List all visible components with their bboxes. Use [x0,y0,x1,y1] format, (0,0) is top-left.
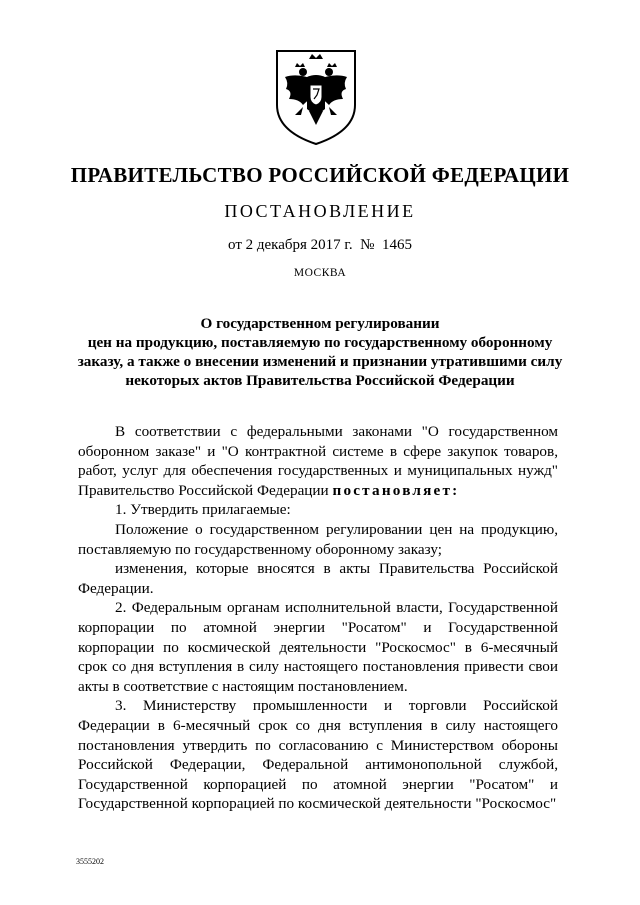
document-title [60,314,580,390]
government-name: ПРАВИТЕЛЬСТВО РОССИЙСКОЙ ФЕДЕРАЦИИ [70,163,570,187]
body-paragraph: 3. Министерству промышленности и торговли Российской Федерации в 6-месячный срок со дня вступления в силу настоящего постановления утвердить по согласованию с Министерством обороны Российской Федерации, Федеральной антимонопольной службой, Государственной корпорацией по атомной энергии "Росатом" и Государственной корпорацией по космической деятельности "Роскосмос" [78,697,558,813]
body-paragraph: Положение о государственном регулировании цен на продукцию, поставляемую по государственному оборонному заказу; [78,520,558,558]
document-type: ПОСТАНОВЛЕНИЕ [224,201,416,221]
document-body [78,422,558,814]
preamble-text: В соответствии с федеральными законами "О государственном оборонном заказе" и "О контрактной системе в сфере закупок товаров, работ, услуг для обеспечения государственных и муниципальных нужд" Правительство Российской Федерации [78,423,558,499]
document-date-number: от 2 декабря 2017 г. № 1465 [228,237,412,253]
title-line: некоторых актов Правительства Российской Федерации [125,372,515,389]
body-paragraph [78,422,558,500]
body-paragraph: 2. Федеральным органам исполнительной власти, Государственной корпорации по атомной энергии "Росатом" и Государственной корпорации по космической деятельности "Роскосмос" в 6-месячный срок со дня вступления в силу настоящего постановления привести свои акты в соответствие с настоящим постановлением. [78,599,558,695]
body-paragraph: изменения, которые вносятся в акты Правительства Российской Федерации. [78,560,558,597]
resolution-keyword: постановляет: [332,481,460,499]
body-paragraph: 1. Утвердить прилагаемые: [115,501,291,519]
title-line: цен на продукцию, поставляемую по государственному оборонному [87,334,553,351]
document-code: 3555202 [76,857,104,866]
coat-of-arms-icon [273,47,359,147]
title-line: заказу, а также о внесении изменений и признании утратившими силу [77,353,563,370]
title-line: О государственном регулировании [200,315,440,332]
document-city: МОСКВА [293,267,347,279]
